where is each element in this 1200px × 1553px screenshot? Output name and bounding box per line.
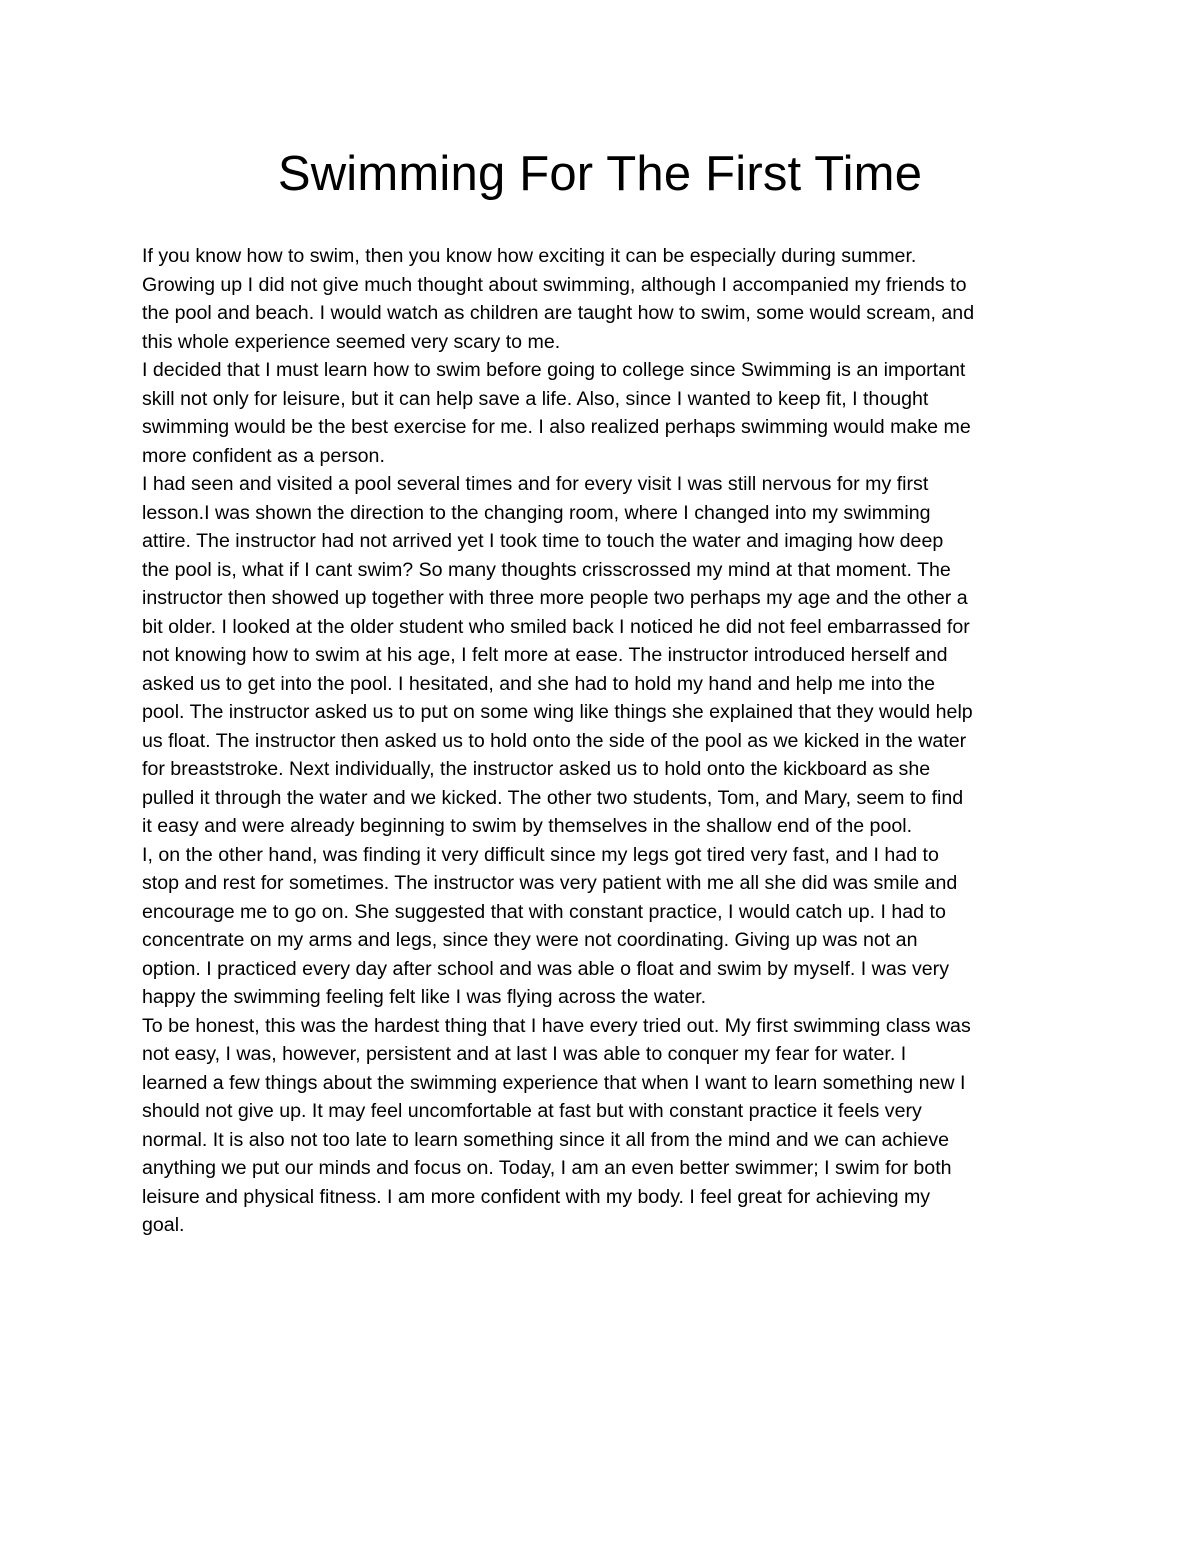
text-line: option. I practiced every day after school and was able o float and swim by myself. I was very: [142, 957, 949, 980]
text-line: this whole experience seemed very scary to me.: [142, 330, 561, 353]
text-line: learned a few things about the swimming experience that when I want to learn something new I: [142, 1071, 966, 1094]
text-line: attire. The instructor had not arrived yet I took time to touch the water and imaging how deep: [142, 530, 944, 552]
text-line: not easy, I was, however, persistent and at last I was able to conquer my fear for water. I: [142, 1043, 907, 1065]
text-line: us float. The instructor then asked us to hold onto the side of the pool as we kicked in the water: [142, 729, 967, 752]
text-line: swimming would be the best exercise for me. I also realized perhaps swimming would make me: [142, 416, 971, 438]
text-line: I, on the other hand, was finding it very difficult since my legs got tired very fast, and I had to: [142, 843, 939, 866]
text-line: happy the swimming feeling felt like I was flying across the water.: [142, 986, 707, 1008]
text-line: skill not only for leisure, but it can help save a life. Also, since I wanted to keep fit, I thought: [142, 387, 929, 410]
text-line: concentrate on my arms and legs, since they were not coordinating. Giving up was not an: [142, 929, 918, 951]
text-line: pulled it through the water and we kicked. The other two students, Tom, and Mary, seem to find: [142, 786, 964, 809]
text-line: anything we put our minds and focus on. Today, I am an even better swimmer; I swim for both: [142, 1157, 952, 1179]
document-title: Swimming For The First Time: [277, 147, 923, 201]
text-line: To be honest, this was the hardest thing that I have every tried out. My first swimming class was: [142, 1014, 971, 1037]
text-line: Growing up I did not give much thought about swimming, although I accompanied my friends to: [142, 273, 967, 296]
text-line: instructor then showed up together with three more people two perhaps my age and the other a: [142, 587, 968, 609]
text-line: more confident as a person.: [142, 444, 385, 467]
text-line: for breaststroke. Next individually, the instructor asked us to hold onto the kickboard as she: [142, 758, 931, 780]
text-line: goal.: [142, 1214, 185, 1236]
text-line: If you know how to swim, then you know how exciting it can be especially during summer.: [142, 245, 917, 267]
text-line: not knowing how to swim at his age, I felt more at ease. The instructor introduced herself and: [142, 644, 948, 666]
text-line: leisure and physical fitness. I am more confident with my body. I feel great for achieving my: [142, 1185, 931, 1208]
text-line: bit older. I looked at the older student who smiled back I noticed he did not feel embarrassed for: [142, 615, 970, 638]
text-line: asked us to get into the pool. I hesitated, and she had to hold my hand and help me into the: [142, 672, 936, 695]
text-line: the pool is, what if I cant swim? So many thoughts crisscrossed my mind at that moment. The: [142, 558, 951, 581]
document-body: [142, 242, 1072, 1240]
text-line: should not give up. It may feel uncomfortable at fast but with constant practice it feels very: [142, 1100, 922, 1122]
text-line: pool. The instructor asked us to put on some wing like things she explained that they would help: [142, 701, 973, 723]
text-line: I decided that I must learn how to swim before going to college since Swimming is an important: [142, 359, 966, 381]
text-line: lesson.I was shown the direction to the changing room, where I changed into my swimming: [142, 501, 931, 524]
text-line: I had seen and visited a pool several times and for every visit I was still nervous for my first: [142, 473, 929, 495]
text-line: stop and rest for sometimes. The instructor was very patient with me all she did was smile and: [142, 872, 958, 894]
text-line: the pool and beach. I would watch as children are taught how to swim, some would scream, and: [142, 302, 975, 324]
text-line: it easy and were already beginning to swim by themselves in the shallow end of the pool.: [142, 815, 913, 837]
text-line: encourage me to go on. She suggested that with constant practice, I would catch up. I had to: [142, 900, 946, 923]
text-line: normal. It is also not too late to learn something since it all from the mind and we can achieve: [142, 1128, 950, 1151]
